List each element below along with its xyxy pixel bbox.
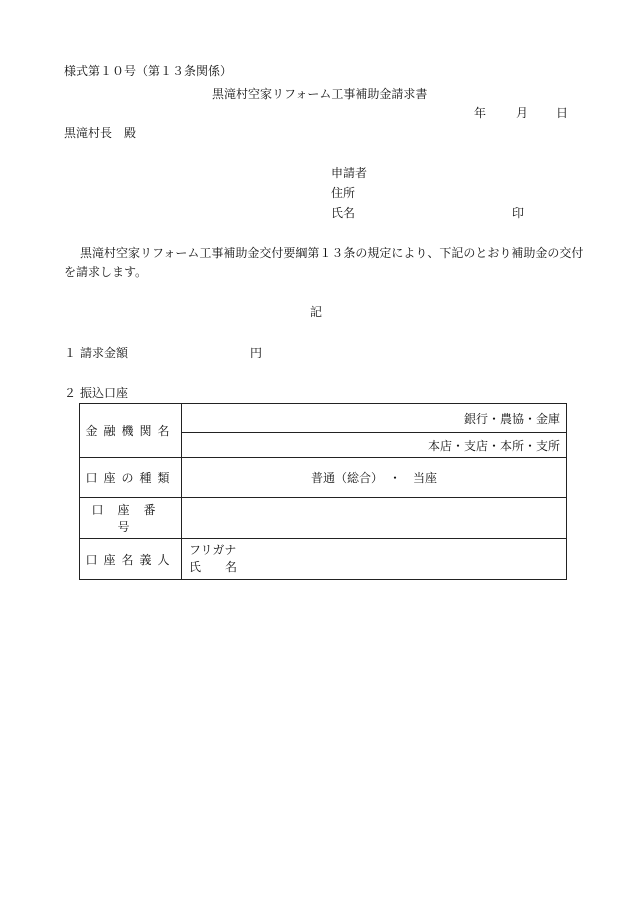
item1-number: １ (64, 346, 77, 360)
date-day: 日 (556, 106, 569, 120)
account-number-label: 口座番号 (80, 498, 182, 539)
account-holder-row (80, 539, 567, 580)
bank-account-table (79, 403, 567, 580)
bank-name-label: 金融機関名 (80, 404, 182, 458)
account-holder-value[interactable] (182, 539, 567, 580)
bank-row-1 (80, 404, 567, 433)
form-number: 様式第１０号（第１３条関係） (64, 64, 233, 78)
addressee: 黒滝村長 殿 (64, 126, 137, 140)
body-text-line1: 黒滝村空家リフォーム工事補助金交付要綱第１３条の規定により、下記のとおり補助金の交付 (80, 246, 584, 260)
account-number-row (80, 498, 567, 539)
account-type-options: 普通（総合） ・ 当座 (182, 458, 567, 498)
account-type-row (80, 458, 567, 498)
document-title: 黒滝村空家リフォーム工事補助金請求書 (212, 87, 428, 101)
name-label: 氏名 (331, 206, 356, 220)
applicant-label: 申請者 (331, 166, 368, 180)
branch-type-options: 本店・支店・本所・支所 (182, 433, 567, 458)
account-type-label: 口座の種類 (80, 458, 182, 498)
holder-name-label: 氏 名 (189, 560, 238, 574)
date-month: 月 (516, 106, 529, 120)
account-number-value[interactable] (182, 498, 567, 539)
seal-mark: 印 (512, 206, 525, 220)
item2-number: ２ (64, 386, 77, 400)
body-text-line2: を請求します。 (64, 265, 148, 279)
ki-heading: 記 (310, 305, 323, 319)
bank-type-options: 銀行・農協・金庫 (182, 404, 567, 433)
item1-label: 請求金額 (80, 346, 129, 360)
account-holder-label: 口座名義人 (80, 539, 182, 580)
address-label: 住所 (331, 186, 356, 200)
date-year: 年 (474, 106, 487, 120)
furigana-label: フリガナ (189, 543, 237, 557)
item1-unit: 円 (250, 346, 263, 360)
item2-label: 振込口座 (80, 386, 129, 400)
